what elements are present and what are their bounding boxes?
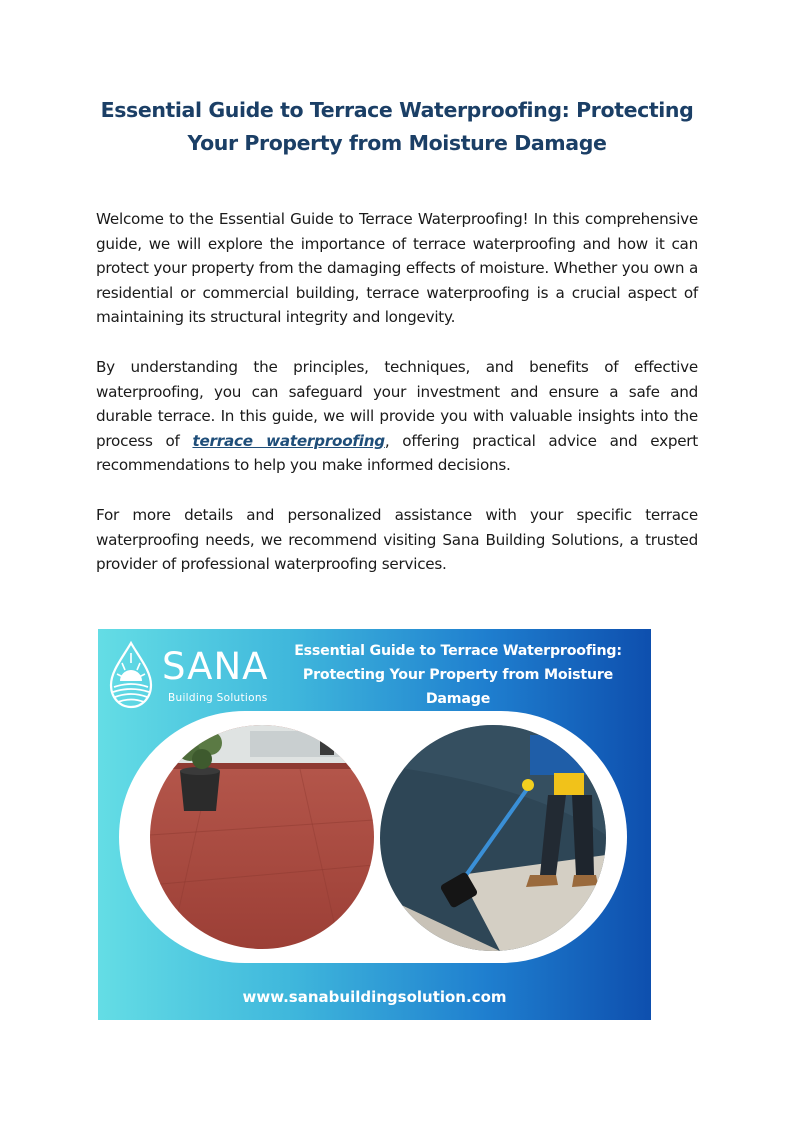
website-url: www.sanabuildingsolution.com: [242, 988, 507, 1006]
understanding-paragraph: [96, 355, 698, 478]
terrace-waterproofing-link[interactable]: terrace waterproofing: [192, 431, 385, 450]
terrace-floor-photo: [150, 725, 374, 949]
roller-coating-photo: [380, 725, 606, 951]
water-drop-sun-logo-icon: [108, 641, 154, 709]
details-paragraph: For more details and personalized assistance with your specific terrace waterproofing needs, we recommend visiting Sana Building Solutions, a trusted provider of professional waterproofing services.: [96, 506, 698, 574]
logo-name: SANA: [162, 645, 269, 688]
page-title: Essential Guide to Terrace Waterproofing: Protecting Your Property from Moisture Damage: [100, 98, 694, 155]
paragraph-text: , offering practical advice and expert recommendations to help you make informed decisions.: [96, 431, 698, 475]
paragraph-text: By understanding the principles, techniques, and benefits of effective waterproofing, you can safeguard your investment and ensure a safe and durable terrace. In this guide, we will provide you with valuable insights into the process of: [96, 358, 698, 450]
sana-logo: [108, 641, 283, 711]
logo-tagline: Building Solutions: [168, 692, 268, 704]
promo-banner-image: [98, 629, 651, 1020]
intro-paragraph: Welcome to the Essential Guide to Terrace Waterproofing! In this comprehensive guide, we will explore the importance of terrace waterproofing and how it can protect your property from the damaging effects of moisture. Whether you own a residential or commercial building, terrace waterproofing is a crucial aspect of maintaining its structural integrity and longevity.: [96, 210, 698, 327]
banner-title: Essential Guide to Terrace Waterproofing: Protecting Your Property from Moisture Damage: [294, 643, 622, 707]
